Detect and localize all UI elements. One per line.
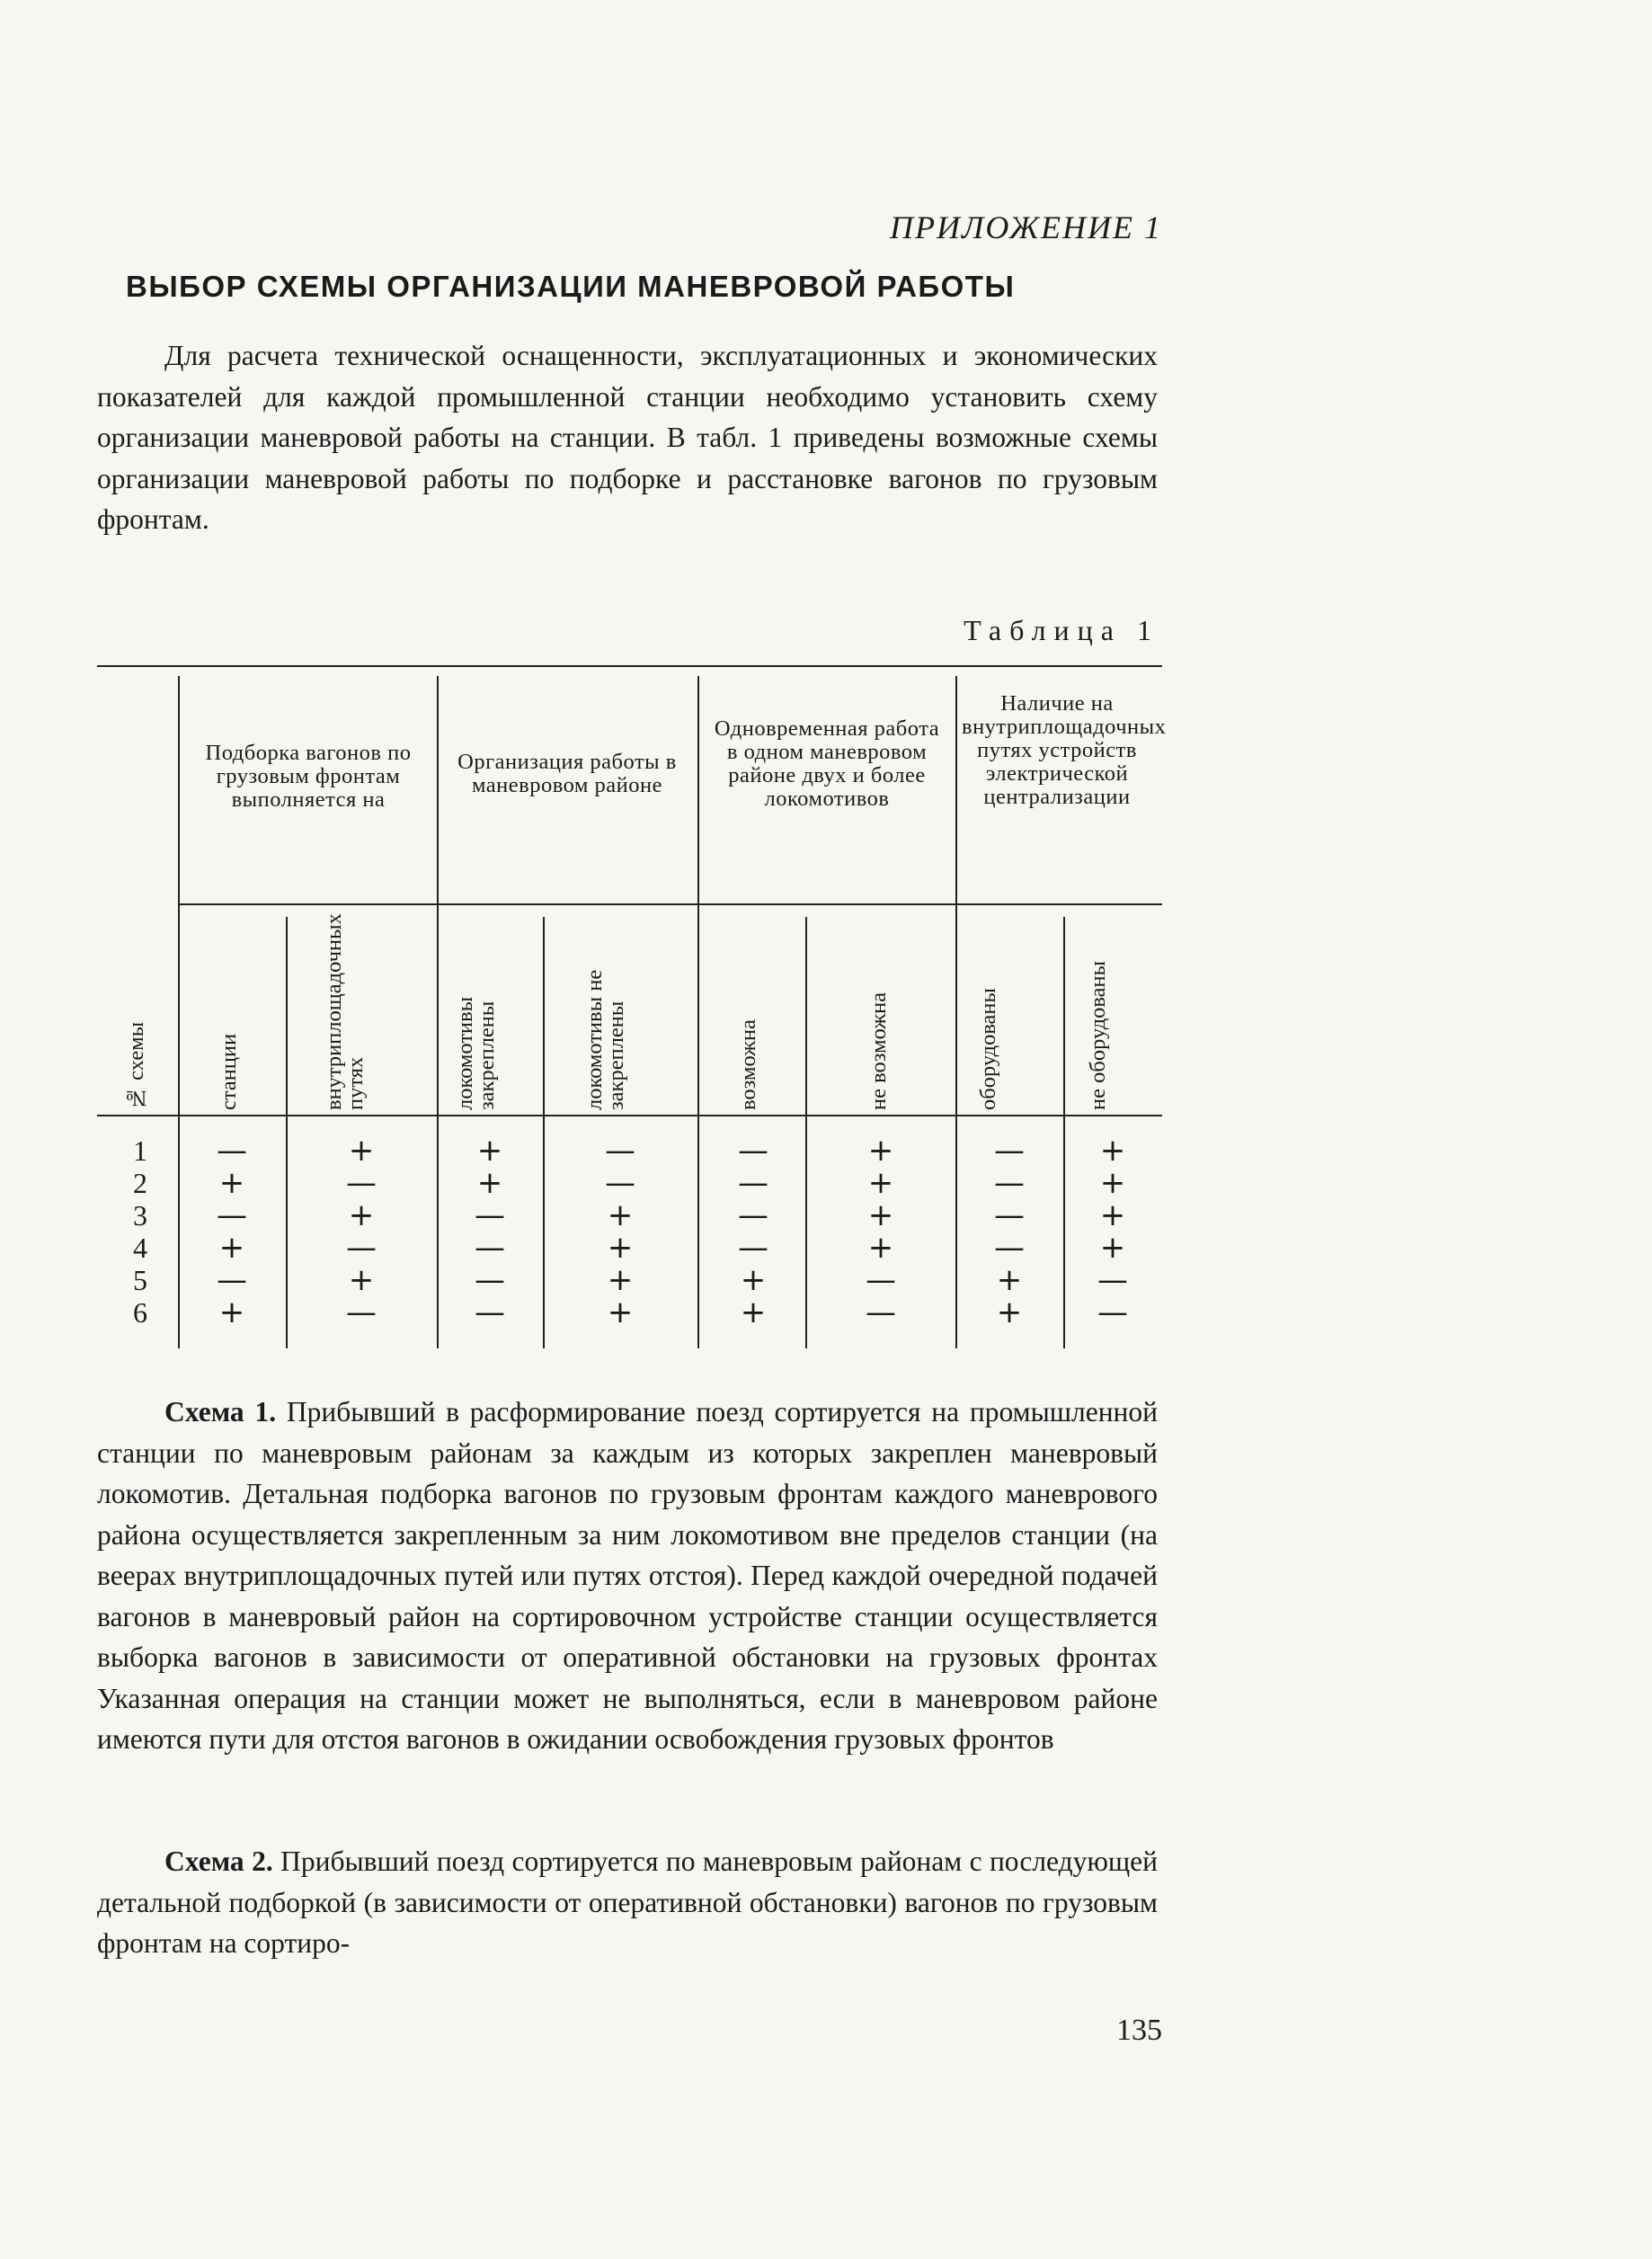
appendix-label: ПРИЛОЖЕНИЕ 1 — [890, 209, 1162, 245]
table-cell: — — [1097, 1262, 1128, 1298]
group-header-centralization: Наличие на внутриплощадочных путях устройств электрической централизации — [962, 691, 1167, 809]
table-cell: — — [605, 1133, 635, 1169]
col-line — [543, 1116, 545, 1348]
schemes-table — [97, 665, 1167, 1348]
table-row-number: 4 — [133, 1232, 147, 1264]
scheme1-block — [97, 1392, 1158, 1760]
table-cell: + — [996, 1262, 1023, 1298]
table-cell: — — [866, 1262, 896, 1298]
col-line — [437, 676, 439, 1115]
table-cell: + — [867, 1230, 894, 1266]
group-header-organization: Организация работы в маневровом районе — [457, 750, 677, 797]
table-cell: + — [348, 1133, 375, 1169]
col-line — [1063, 917, 1065, 1115]
header-divider-rule — [178, 903, 1162, 905]
col-header-not-equipped: не оборудованы — [1086, 960, 1110, 1110]
col-line — [178, 1116, 180, 1348]
table-cell: + — [867, 1133, 894, 1169]
scheme1-paragraph — [97, 1392, 1158, 1760]
table-row-number: 2 — [133, 1167, 147, 1199]
scheme2-block — [97, 1841, 1158, 1964]
table-top-rule — [97, 665, 1162, 667]
table-cell: — — [475, 1230, 505, 1266]
col-header-locos-fixed: локомотивы закреплены — [453, 996, 499, 1110]
table-cell: — — [738, 1230, 768, 1266]
table-cell: + — [740, 1262, 767, 1298]
table-cell: + — [218, 1230, 245, 1266]
table-cell: — — [217, 1197, 247, 1233]
table-cell: + — [996, 1294, 1023, 1330]
table-cell: — — [866, 1294, 896, 1330]
table-cell: + — [607, 1262, 634, 1298]
table-cell: — — [346, 1230, 377, 1266]
page-number: 135 — [1116, 2014, 1162, 2047]
table-cell: — — [994, 1165, 1025, 1201]
col-line — [437, 1116, 439, 1348]
header-bottom-rule — [97, 1115, 1162, 1116]
table-cell: — — [738, 1165, 768, 1201]
col-line — [955, 1116, 957, 1348]
col-header-possible: возможна — [736, 1018, 760, 1110]
col-line — [1063, 1116, 1065, 1348]
table-cell: + — [1099, 1133, 1126, 1169]
table-cell: + — [476, 1133, 503, 1169]
table-cell: + — [348, 1197, 375, 1233]
col-line — [955, 676, 957, 1115]
table-row-number: 5 — [133, 1264, 147, 1296]
table-cell: — — [1097, 1294, 1128, 1330]
table-cell: + — [607, 1230, 634, 1266]
table-cell: — — [994, 1133, 1025, 1169]
table-cell: — — [217, 1133, 247, 1169]
table-cell: — — [994, 1197, 1025, 1233]
group-header-simultaneous: Одновременная работа в одном маневровом районе двух и более локомотивов — [714, 716, 940, 811]
page-title: ВЫБОР СХЕМЫ ОРГАНИЗАЦИИ МАНЕВРОВОЙ РАБОТЫ — [126, 270, 1016, 303]
scheme2-label: Схема 2. — [164, 1845, 273, 1877]
intro-paragraph: Для расчета технической оснащенности, эксплуатационных и экономических показателей для каждой промышленной станции необходимо установить схему организации маневровой работы на станции. В табл. 1 приведены возможные схемы организации маневровой работы по подборке и расстановке вагонов по грузовым фронтам. — [97, 340, 1158, 535]
scheme1-text: Прибывший в расформирование поезд сортируется на промышленной станции по маневровым районам за каждым из которых закреплен маневровый локомотив. Детальная подборка вагонов по грузовым фронтам каждого маневрового района осуществляется закрепленным за ним локомотивом вне пределов станции (на веерах внутриплощадочных путей или путях отстоя). Перед каждой очередной подачей вагонов в маневровый район на сортировочном устройстве станции осуществляется выборка вагонов в зависимости от оперативной обстановки на грузовых фронтах Указанная операция на станции может не выполняться, если в маневровом районе имеются пути для отстоя вагонов в ожидании освобождения грузовых фронтов — [97, 1396, 1159, 1755]
table-cell: — — [475, 1197, 505, 1233]
col-line — [805, 917, 807, 1115]
table-cell: + — [218, 1294, 245, 1330]
table-cell: — — [605, 1165, 635, 1201]
intro-block — [97, 335, 1158, 540]
table-cell: — — [346, 1165, 377, 1201]
table-cell: + — [1099, 1165, 1126, 1201]
table-row-number: 3 — [133, 1199, 147, 1232]
col-header-locos-not-fixed: локомотивы не закреплены — [582, 969, 628, 1110]
table-caption: Таблица 1 — [964, 614, 1159, 646]
table-cell: + — [607, 1294, 634, 1330]
scheme1-label: Схема 1. — [164, 1396, 277, 1427]
col-header-not-possible: не возможна — [866, 992, 891, 1110]
col-header-internal-tracks: внутриплощадочных путях — [322, 913, 368, 1110]
table-cell: + — [867, 1165, 894, 1201]
table-cell: — — [738, 1197, 768, 1233]
table-cell: — — [738, 1133, 768, 1169]
table-cell: — — [346, 1294, 377, 1330]
table-row-number: 1 — [133, 1134, 147, 1167]
table-cell: — — [475, 1262, 505, 1298]
group-header-selection: Подборка вагонов по грузовым фронтам выполняется на — [205, 741, 412, 812]
table-cell: + — [867, 1197, 894, 1233]
col-line — [805, 1116, 807, 1348]
table-cell: + — [740, 1294, 767, 1330]
col-header-station: станции — [217, 1033, 241, 1110]
scheme2-text: Прибывший поезд сортируется по маневровым районам с последующей детальной подборкой (в зависимости от оперативной обстановки) вагонов по грузовым фронтам на сортиро- — [97, 1845, 1159, 1959]
col-line — [697, 676, 699, 1115]
table-cell: — — [217, 1262, 247, 1298]
col-line — [178, 676, 180, 1115]
col-line — [543, 917, 545, 1115]
table-row-number: 6 — [133, 1296, 147, 1329]
col-header-equipped: оборудованы — [976, 987, 1000, 1110]
table-cell: — — [475, 1294, 505, 1330]
table-cell: + — [348, 1262, 375, 1298]
table-cell: + — [476, 1165, 503, 1201]
table-cell: + — [607, 1197, 634, 1233]
table-cell: + — [218, 1165, 245, 1201]
col-line — [286, 1116, 288, 1348]
col-header-scheme-no: № схемы — [124, 1021, 148, 1110]
table-cell: + — [1099, 1197, 1126, 1233]
table-cell: + — [1099, 1230, 1126, 1266]
col-line — [697, 1116, 699, 1348]
table-cell: — — [994, 1230, 1025, 1266]
col-line — [286, 917, 288, 1115]
scheme2-paragraph — [97, 1841, 1158, 1964]
